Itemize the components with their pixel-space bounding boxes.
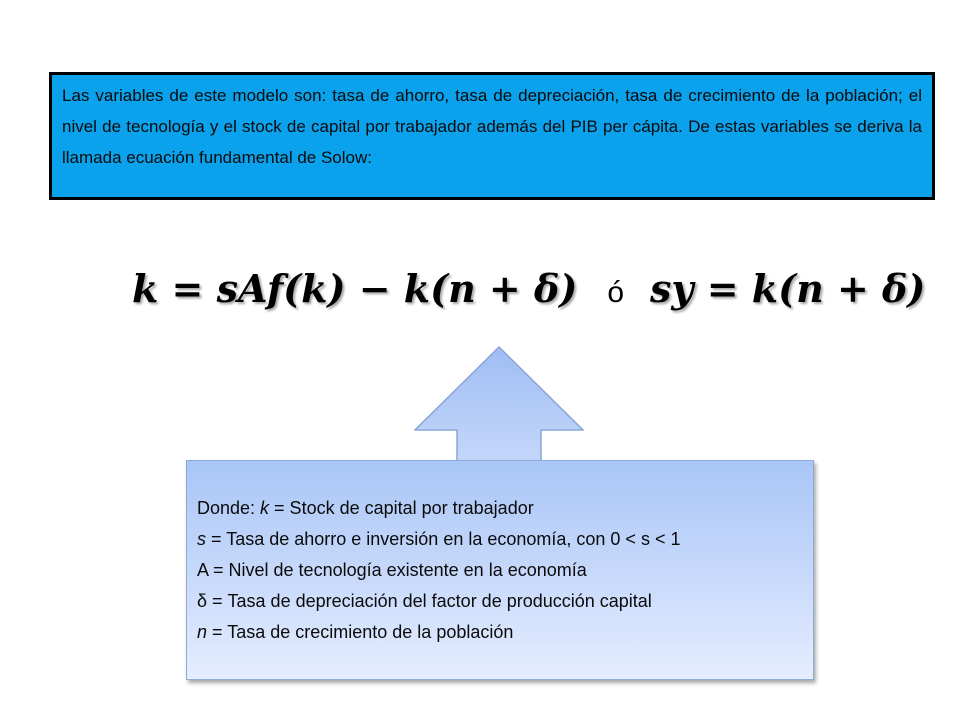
equation-right: sy = k(n + δ)	[650, 266, 926, 311]
definition-k-symbol: k	[260, 498, 270, 518]
definition-s-symbol: s	[197, 529, 206, 549]
equation-separator: ó	[607, 276, 625, 309]
definition-delta-text: δ = Tasa de depreciación del factor de producción capital	[197, 591, 652, 611]
definition-delta	[197, 586, 813, 617]
definition-n-text: = Tasa de crecimiento de la población	[207, 622, 514, 642]
equation-left: k = sAf(k) − k(n + δ)	[132, 266, 578, 311]
definition-k	[197, 493, 813, 524]
definition-s-text: = Tasa de ahorro e inversión en la economía, con 0 < s < 1	[206, 529, 681, 549]
definition-n-symbol: n	[197, 622, 208, 642]
intro-text: Las variables de este modelo son: tasa de ahorro, tasa de depreciación, tasa de crecimiento de la población; el nivel de tecnología y el stock de capital por trabajador además del PIB per cápita. De estas variables se deriva la llamada ecuación fundamental de Solow:	[62, 86, 922, 167]
up-arrow-icon	[414, 346, 584, 466]
definition-k-prefix: Donde:	[197, 498, 261, 518]
definition-k-text: = Stock de capital por trabajador	[269, 498, 534, 518]
definition-a-text: A = Nivel de tecnología existente en la economía	[197, 560, 587, 580]
definition-n	[197, 617, 813, 648]
definition-s	[197, 524, 813, 555]
intro-text-box	[49, 72, 935, 200]
definition-a	[197, 555, 813, 586]
definitions-box	[186, 460, 814, 680]
solow-equation	[132, 266, 926, 330]
